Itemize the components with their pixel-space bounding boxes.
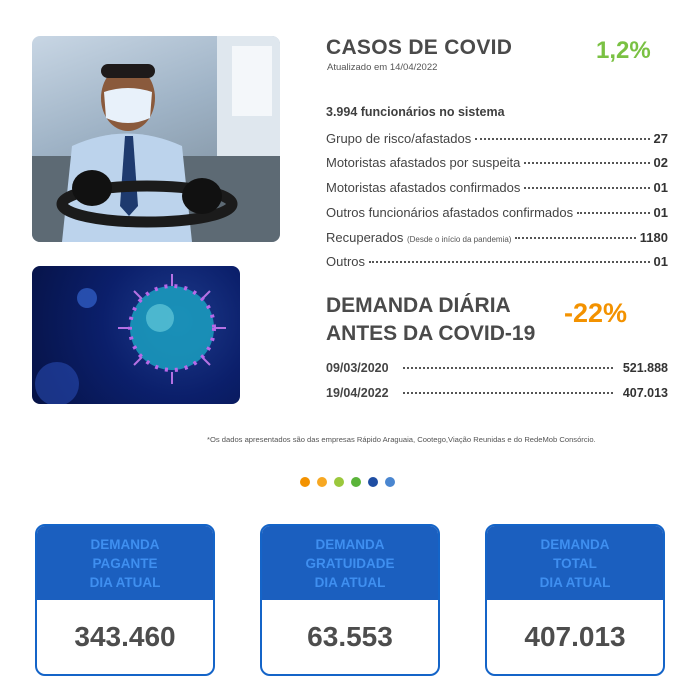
covid-row-other-employees-confirmed	[326, 205, 668, 223]
dotted-leader	[369, 261, 650, 263]
dotted-leader	[515, 237, 635, 239]
row-label	[326, 230, 511, 245]
row-value: 01	[653, 180, 668, 195]
card-header	[262, 526, 438, 600]
covid-row-others	[326, 254, 668, 272]
daily-demand-title	[326, 292, 535, 348]
card-header-line3: DIA ATUAL	[539, 574, 611, 590]
row-label: Outros	[326, 254, 366, 269]
demand-row-2020	[326, 361, 668, 379]
card-header-line2: TOTAL	[553, 555, 597, 571]
coronavirus-illustration	[32, 266, 240, 404]
card-value: 63.553	[307, 621, 393, 652]
bus-driver-photo	[32, 36, 280, 242]
carousel-pager	[300, 477, 395, 487]
dotted-leader	[524, 187, 649, 189]
card-header-line1: DEMANDA	[540, 536, 610, 552]
covid-cases-title: CASOS DE COVID	[326, 36, 513, 59]
card-paying-demand	[35, 524, 215, 676]
covid-row-drivers-confirmed	[326, 180, 668, 198]
card-header-line2: GRATUIDADE	[305, 555, 395, 571]
pager-dot-3[interactable]	[334, 477, 344, 487]
card-header-line1: DEMANDA	[90, 536, 160, 552]
daily-demand-title-line2: ANTES DA COVID-19	[326, 322, 536, 345]
card-header	[37, 526, 213, 600]
row-value: 01	[653, 205, 668, 220]
bus-driver-illustration	[32, 36, 280, 242]
card-header	[487, 526, 663, 600]
row-value: 01	[653, 254, 668, 269]
daily-demand-title-line1: DEMANDA DIÁRIA	[326, 294, 511, 317]
row-label: Motoristas afastados por suspeita	[326, 155, 521, 170]
dotted-leader	[403, 392, 613, 394]
row-label-text: Recuperados	[326, 230, 404, 245]
card-value: 407.013	[524, 621, 626, 652]
row-value: 27	[653, 131, 668, 146]
row-label: Outros funcionários afastados confirmados	[326, 205, 574, 220]
card-header-line3: DIA ATUAL	[89, 574, 161, 590]
pager-dot-4[interactable]	[351, 477, 361, 487]
demand-date: 19/04/2022	[326, 386, 389, 400]
pager-dot-1[interactable]	[300, 477, 310, 487]
card-total-demand	[485, 524, 665, 676]
card-free-demand	[260, 524, 440, 676]
covid-row-drivers-suspected	[326, 155, 668, 173]
pager-dot-5[interactable]	[368, 477, 378, 487]
dotted-leader	[524, 162, 649, 164]
pager-dot-2[interactable]	[317, 477, 327, 487]
covid-percent: 1,2%	[596, 37, 651, 64]
row-label-note: (Desde o início da pandemia)	[406, 235, 512, 244]
coronavirus-photo	[32, 266, 240, 404]
card-header-line2: PAGANTE	[92, 555, 158, 571]
data-source-footnote: *Os dados apresentados são das empresas Rápido Araguaia, Cootego,Viação Reunidas e do RedeMob Consórcio.	[207, 435, 596, 444]
covid-row-recovered	[326, 230, 668, 248]
covid-row-risk-group	[326, 131, 668, 149]
row-label: Grupo de risco/afastados	[326, 131, 472, 146]
dotted-leader	[403, 367, 613, 369]
demand-value: 407.013	[622, 386, 668, 400]
dotted-leader	[475, 138, 649, 140]
demand-date: 09/03/2020	[326, 361, 389, 375]
card-header-line1: DEMANDA	[315, 536, 385, 552]
row-label: Motoristas afastados confirmados	[326, 180, 521, 195]
row-value: 1180	[639, 230, 668, 245]
demand-value: 521.888	[622, 361, 668, 375]
row-value: 02	[653, 155, 668, 170]
updated-date: Atualizado em 14/04/2022	[327, 62, 438, 73]
employees-count: 3.994 funcionários no sistema	[326, 105, 505, 119]
card-header-line3: DIA ATUAL	[314, 574, 386, 590]
pager-dot-6[interactable]	[385, 477, 395, 487]
demand-row-2022	[326, 386, 668, 404]
dotted-leader	[577, 212, 649, 214]
card-value: 343.460	[74, 621, 176, 652]
demand-percent: -22%	[564, 298, 628, 328]
